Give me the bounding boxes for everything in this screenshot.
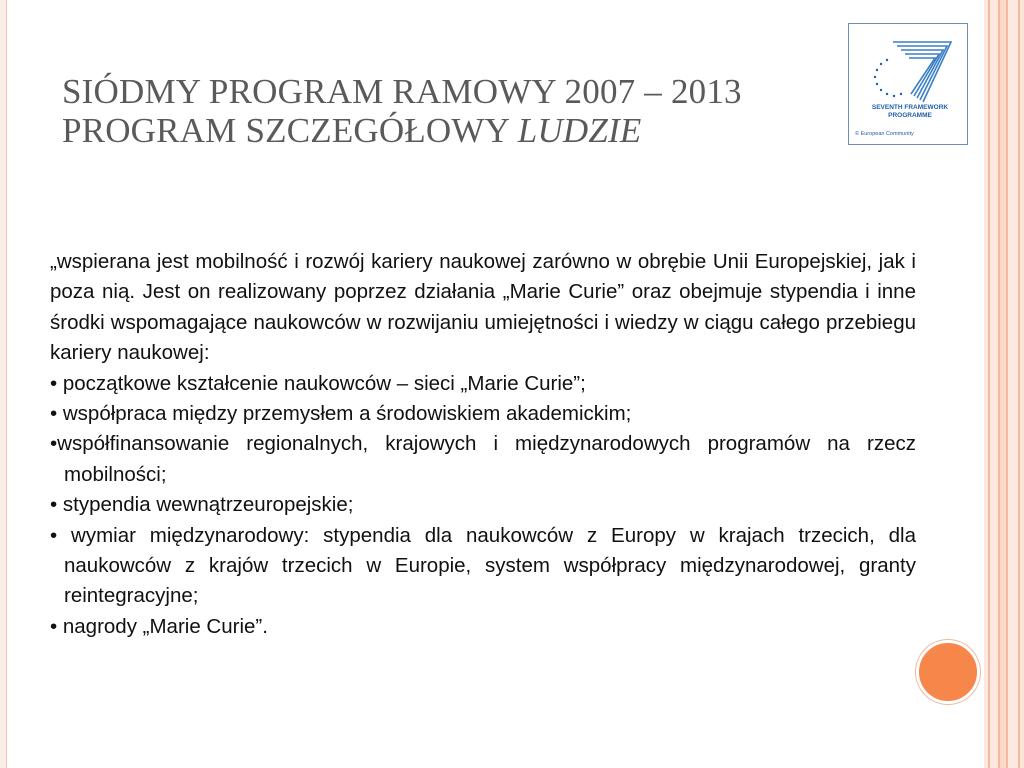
- bullet-item-4: • stypendia wewnątrzeuropejskie;: [50, 493, 354, 517]
- bullet-item-2: • współpraca między przemysłem a środowiskiem akademickim;: [50, 402, 632, 426]
- intro-paragraph: „wspierana jest mobilność i rozwój kariery naukowej zarówno w obrębie Unii Europejskiej, jak i poza nią. Jest on realizowany poprzez działania „Marie Curie” oraz obejmuje stypendia i inne środki wspomagające naukowców w rozwijaniu umiejętności i wiedzy w ciągu całego przebiegu kariery naukowej:: [50, 250, 916, 365]
- title-line-1: SIÓDMY PROGRAM RAMOWY 2007 – 2013: [62, 72, 742, 111]
- logo-caption: [862, 104, 958, 120]
- title-line-2-prefix: PROGRAM SZCZEGÓŁOWY: [62, 111, 518, 150]
- slide-body: [50, 247, 916, 642]
- left-border: [0, 0, 7, 768]
- bullet-item-6: • nagrody „Marie Curie”.: [50, 614, 268, 638]
- slide-title: [62, 72, 822, 150]
- logo-caption-line-1: SEVENTH FRAMEWORK: [871, 104, 949, 111]
- bullet-item-5: • wymiar międzynarodowy: stypendia dla naukowców z Europy w krajach trzecich, dla naukowców z krajów trzecich w Europie, system współpracy międzynarodowej, granty reintegracyjne;: [50, 523, 916, 608]
- title-line-2-italic: LUDZIE: [517, 111, 642, 150]
- logo-caption-line-2: PROGRAMME: [888, 112, 932, 119]
- decorative-stripes: [984, 0, 1024, 768]
- seven-logo-icon: [863, 36, 955, 104]
- decorative-circle: [916, 640, 980, 704]
- title-line-2: [62, 111, 822, 150]
- logo-copyright: © European Community: [855, 131, 914, 137]
- fp7-logo: [848, 23, 968, 145]
- bullet-item-3: •współfinansowanie regionalnych, krajowych i międzynarodowych programów na rzecz mobilności;: [50, 432, 916, 486]
- bullet-item-1: • początkowe kształcenie naukowców – sieci „Marie Curie”;: [50, 371, 586, 395]
